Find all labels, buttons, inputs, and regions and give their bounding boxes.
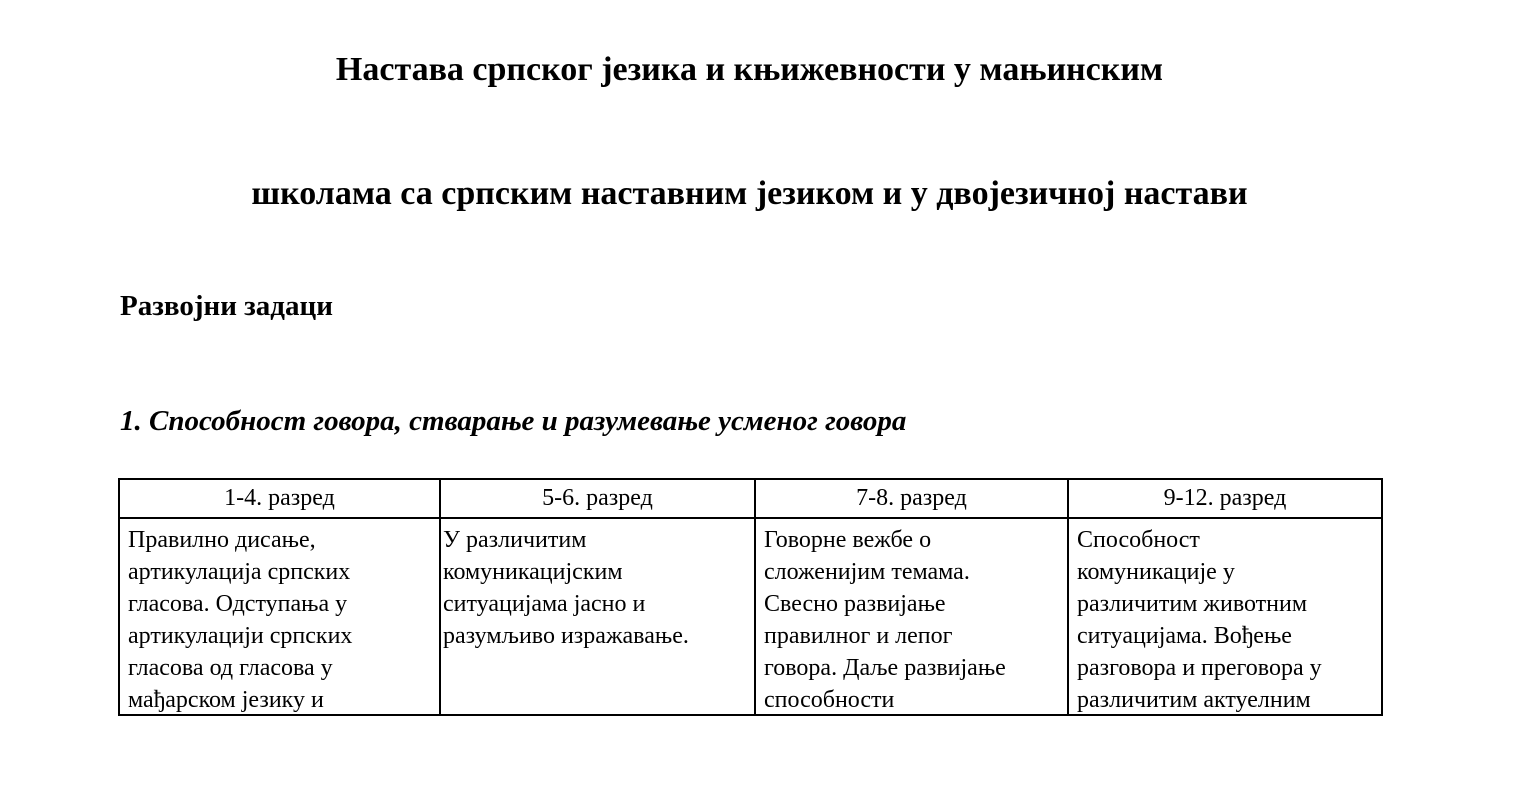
cell-line: различитим животним — [1077, 591, 1308, 617]
cell-line: правилног и лепог — [764, 623, 953, 649]
column-header-grade-7-8: 7-8. разред — [755, 479, 1068, 518]
cell-grade-5-6 — [440, 518, 755, 715]
table-row — [119, 518, 1382, 715]
cell-line: гласова од гласова у — [128, 655, 333, 681]
cell-line: ситуацијама јасно и — [443, 591, 646, 617]
cell-grade-1-4 — [119, 518, 440, 715]
cell-line: комуникације у — [1077, 559, 1235, 585]
cell-line: Способност — [1077, 527, 1200, 553]
cell-line: артикулација српских — [128, 559, 351, 585]
column-header-grade-9-12: 9-12. разред — [1068, 479, 1382, 518]
cell-line: гласова. Одступања у — [128, 591, 348, 617]
cell-line: ситуацијама. Вођење — [1077, 623, 1292, 649]
cell-line: разговора и преговора у — [1077, 655, 1322, 681]
cell-grade-9-12 — [1068, 518, 1382, 715]
cell-line: различитим актуелним — [1077, 687, 1311, 713]
cell-line: сложенијим темама. — [764, 559, 970, 585]
cell-line: разумљиво изражавање. — [443, 623, 689, 649]
section-heading: Развојни задаци — [120, 290, 333, 322]
cell-line: Свесно развијање — [764, 591, 946, 617]
cell-line: комуникацијским — [443, 559, 623, 585]
column-header-grade-1-4: 1-4. разред — [119, 479, 440, 518]
cell-line: артикулацији српских — [128, 623, 353, 649]
table-header-row — [119, 479, 1382, 518]
cell-line: говора. Даље развијање — [764, 655, 1006, 681]
document-title-line-2: школама са српским наставним језиком и у двојезичној настави — [251, 175, 1248, 212]
column-header-grade-5-6: 5-6. разред — [440, 479, 755, 518]
subsection-heading: 1. Способност говора, стварање и разумевање усменог говора — [120, 405, 907, 437]
cell-line: Говорне вежбе о — [764, 527, 932, 553]
cell-line: мађарском језику и — [128, 687, 324, 713]
cell-line: способности — [764, 687, 895, 713]
document-title-line-1: Настава српског језика и књижевности у мањинским — [335, 51, 1164, 88]
cell-line: Правилно дисање, — [128, 527, 316, 553]
cell-grade-7-8 — [755, 518, 1068, 715]
cell-line: У различитим — [443, 527, 587, 553]
development-tasks-table — [118, 478, 1383, 716]
